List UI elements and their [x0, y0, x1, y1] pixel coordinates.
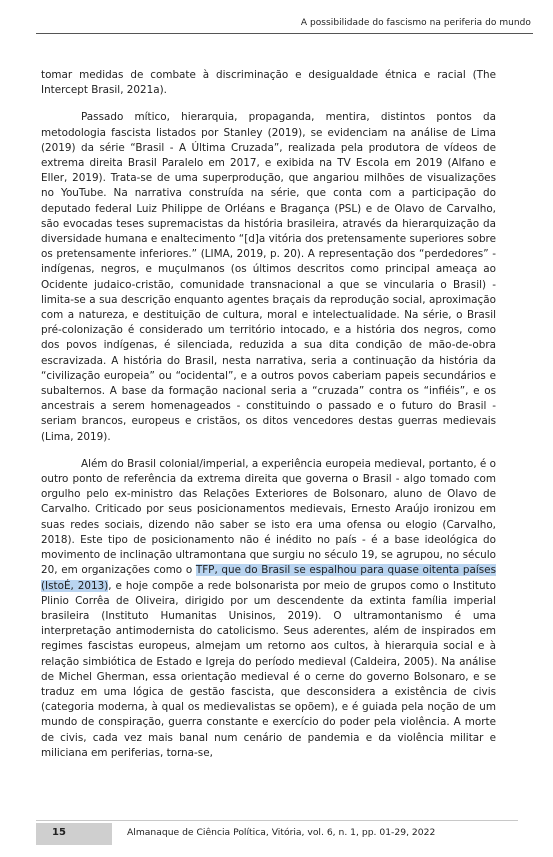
paragraph-3-text-start: Além do Brasil colonial/imperial, a experiência europeia medieval, portanto, é o outro ponto de referência da extrema direita que governa o Brasil - algo tomado com orgulho pelo ex-ministro das Relações Exteriores de Bolsonaro, aluno de Olavo de Carvalho. Criticado por seus posicionamentos medievais, Ernesto Araújo ironizou em suas redes sociais, dizendo não saber se isto era uma ofensa ou elogio (Carvalho, 2018). Este tipo de posicionamento não é inédito no país - é a base ideológica do movimento de inclinação ultramontana que surgiu no século 19, se agrupou, no século 20, em organizações como o	[41, 457, 496, 577]
body-text	[41, 68, 496, 761]
paragraph-2[interactable]: Passado mítico, hierarquia, propaganda, mentira, distintos pontos da metodologia fascista listados por Stanley (2019), se evidenciam na análise de Lima (2019) da série “Brasil - A Última Cruzada”, realizada pela produtora de vídeos de extrema direita Brasil Paralelo em 2017, e exibida na TV Escola em 2019 (Alfano e Eller, 2019). Trata-se de uma superprodução, que angariou milhões de visualizações no YouTube. Na narrativa construída na série, que conta com a participação do deputado federal Luiz Philippe de Orléans e Bragança (PSL) e de Olavo de Carvalho, são evocadas teses supremacistas da história brasileira, através da hierarquização da diversidade humana e enaltecimento “[d]a vitória dos pretensamente superiores sobre os pretensamente inferiores.” (LIMA, 2019, p. 20). A representação dos “perdedores” - indígenas, negros, e muçulmanos (os últimos descritos como principal ameaça ao Ocidente judaico-cristão, comunidade transnacional a que se vincularia o Brasil) - limita-se a sua descrição enquanto agentes braçais da reprodução social, aproximação com a natureza, e destituição de cultura, moral e intelectualidade. Na série, o Brasil pré-colonização é considerado um território intocado, e a história dos negros, como dos povos indígenas, é silenciada, reduzida a sua dita condição de mão-de-obra escravizada. A história do Brasil, nesta narrativa, seria a continuação da história da “civilização europeia” ou “ocidental”, e a outros povos caberiam papeis secundários e subalternos. A base da formação nacional seria a “cruzada” contra os “infiéis”, e os ancestrais a serem homenageados - constituindo o passado e o futuro do Brasil - seriam brancos, europeus e cristãos, os ditos vencedores destas guerras medievais (Lima, 2019).	[41, 111, 496, 443]
paragraph-3-text-end: , e hoje compõe a rede bolsonarista por meio de grupos como o Instituto Plinio Corrêa de Oliveira, dirigido por um descendente da extinta família imperial brasileira (Instituto Humanitas Unisinos, 2019). O ultramontanismo é uma interpretação antimodernista do catolicismo. Seus aderentes, além de inspirados em regimes fascistas europeus, almejam um retorno aos cultos, à hierarquia social e à relação simbiótica de Estado e Igreja do período medieval (Caldeira, 2005). Na análise de Michel Gherman, essa orientação medieval é o cerne do governo Bolsonaro, e se traduz em uma lógica de gestão fascista, que desconsidera a existência de civis (categoria moderna, à qual os medievalistas se opõem), e é guiada pela noção de um mundo de conspiração, guerra constante e exercício do poder pela violência. A morte de civis, cada vez mais banal num cenário de pandemia e da violência militar e miliciana em periferias, torna-se,	[41, 579, 496, 759]
header-rule	[36, 33, 533, 34]
paragraph-3[interactable]	[41, 457, 496, 761]
page-header	[0, 0, 553, 36]
page-number-box	[36, 823, 112, 845]
page-footer	[36, 820, 518, 842]
paragraph-gap	[41, 98, 496, 110]
journal-citation: Almanaque de Ciência Política, Vitória, vol. 6, n. 1, pp. 01-29, 2022	[127, 827, 436, 838]
paragraph-1[interactable]: tomar medidas de combate à discriminação e desigualdade étnica e racial (The Intercept Brasil, 2021a).	[41, 69, 496, 97]
page-number: 15	[52, 827, 66, 838]
text-selection-highlight[interactable]: TFP, que do Brasil se espalhou para quase oitenta países (IstoÉ, 2013)	[41, 564, 496, 592]
paragraph-gap	[41, 445, 496, 457]
running-title: A possibilidade do fascismo na periferia do mundo	[300, 18, 531, 28]
